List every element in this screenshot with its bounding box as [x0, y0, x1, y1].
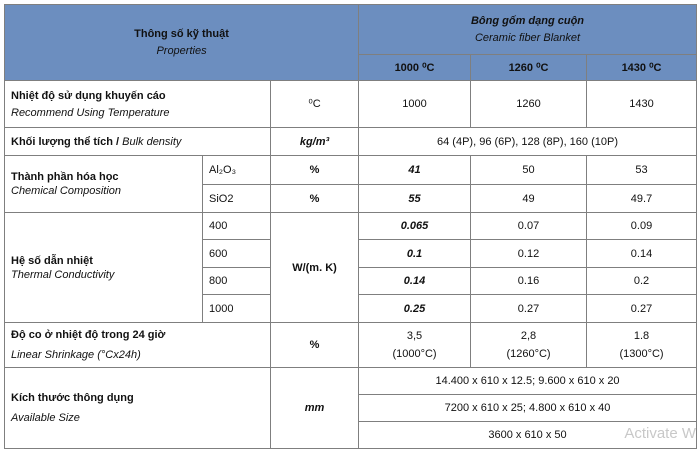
shrink-1000: [359, 323, 471, 368]
size-value: 14.400 x 610 x 12.5; 9.600 x 610 x 20: [359, 368, 697, 395]
properties-header: [5, 5, 359, 81]
thermal-1260: 0.07: [471, 213, 587, 240]
thermal-1000: 0.065: [359, 213, 471, 240]
grade-1000: 1000 ⁰C: [359, 55, 471, 81]
row-density: [5, 128, 697, 156]
row-temperature: [5, 81, 697, 128]
grade-1260: 1260 ⁰C: [471, 55, 587, 81]
thermal-1430: 0.09: [587, 213, 697, 240]
size-label: [5, 368, 271, 449]
thermal-1260: 0.12: [471, 240, 587, 268]
row-shrinkage: [5, 323, 697, 368]
shrink-unit: %: [271, 323, 359, 368]
al2o3-1430: 53: [587, 156, 697, 185]
shrink-label-vn: Độ co ở nhiệt độ trong 24 giờ: [11, 329, 166, 341]
thermal-unit: W/(m. K): [271, 213, 359, 323]
thermal-t: 600: [203, 240, 271, 268]
chem-label-en: Chemical Composition: [11, 185, 122, 197]
size-value: 3600 x 610 x 50: [359, 422, 697, 449]
thermal-1260: 0.16: [471, 268, 587, 295]
thermal-1000: 0.14: [359, 268, 471, 295]
temp-label-vn: Nhiệt độ sử dụng khuyến cáo: [11, 89, 166, 102]
thermal-label: [5, 213, 203, 323]
temp-1000: 1000: [359, 81, 471, 128]
size-value: 7200 x 610 x 25; 4.800 x 610 x 40: [359, 395, 697, 422]
sio2-1000: 55: [359, 185, 471, 213]
al2o3-name: Al₂O₃: [203, 156, 271, 185]
thermal-1000: 0.25: [359, 295, 471, 323]
shrink-1000-value: 3,5: [406, 330, 423, 342]
product-header-vn: Bông gốm dạng cuộn: [470, 15, 585, 27]
thermal-label-vn: Hệ số dẫn nhiệt: [11, 254, 93, 267]
thermal-t: 1000: [203, 295, 271, 323]
temp-1260: 1260: [471, 81, 587, 128]
activation-watermark: Activate W: [624, 425, 696, 442]
row-thermal-400: [5, 213, 697, 240]
row-size-1: [5, 368, 697, 395]
shrink-1260: [471, 323, 587, 368]
density-label: [5, 128, 271, 156]
al2o3-1000: 41: [359, 156, 471, 185]
thermal-1260: 0.27: [471, 295, 587, 323]
temp-label-en: Recommend Using Temperature: [11, 106, 170, 119]
thermal-1000: 0.1: [359, 240, 471, 268]
spec-table: [4, 4, 697, 449]
size-label-en: Available Size: [11, 412, 80, 424]
temp-label: [5, 81, 271, 128]
chem-label-vn: Thành phần hóa học: [11, 171, 119, 183]
thermal-1430: 0.2: [587, 268, 697, 295]
thermal-label-en: Thermal Conductivity: [11, 268, 115, 281]
header-row: [5, 5, 697, 55]
sio2-unit: %: [271, 185, 359, 213]
temp-1430: 1430: [587, 81, 697, 128]
shrink-label-en: Linear Shrinkage (°Cx24h): [11, 349, 141, 361]
temp-unit: ⁰C: [271, 81, 359, 128]
thermal-1430: 0.14: [587, 240, 697, 268]
chem-label: [5, 156, 203, 213]
sio2-1260: 49: [471, 185, 587, 213]
size-label-vn: Kích thước thông dụng: [11, 392, 134, 404]
thermal-t: 400: [203, 213, 271, 240]
size-unit: mm: [271, 368, 359, 449]
product-header: [359, 5, 697, 55]
shrink-1260-temp: (1260°C): [506, 348, 551, 360]
shrink-1000-temp: (1000°C): [392, 348, 437, 360]
properties-header-en: Properties: [156, 45, 207, 57]
shrink-1260-value: 2,8: [520, 330, 537, 342]
sio2-1430: 49.7: [587, 185, 697, 213]
al2o3-1260: 50: [471, 156, 587, 185]
density-label-vn: Khối lượng thể tích /: [11, 135, 120, 148]
row-al2o3: [5, 156, 697, 185]
shrink-label: [5, 323, 271, 368]
thermal-t: 800: [203, 268, 271, 295]
shrink-1430-value: 1.8: [633, 330, 650, 342]
density-label-en: Bulk density: [119, 135, 182, 148]
al2o3-unit: %: [271, 156, 359, 185]
shrink-1430: [587, 323, 697, 368]
grade-1430: 1430 ⁰C: [587, 55, 697, 81]
properties-header-vn: Thông số kỹ thuật: [134, 28, 229, 40]
thermal-1430: 0.27: [587, 295, 697, 323]
shrink-1430-temp: (1300°C): [619, 348, 664, 360]
density-unit: kg/m³: [271, 128, 359, 156]
density-value: 64 (4P), 96 (6P), 128 (8P), 160 (10P): [359, 128, 697, 156]
sio2-name: SiO2: [203, 185, 271, 213]
product-header-en: Ceramic fiber Blanket: [474, 32, 581, 44]
